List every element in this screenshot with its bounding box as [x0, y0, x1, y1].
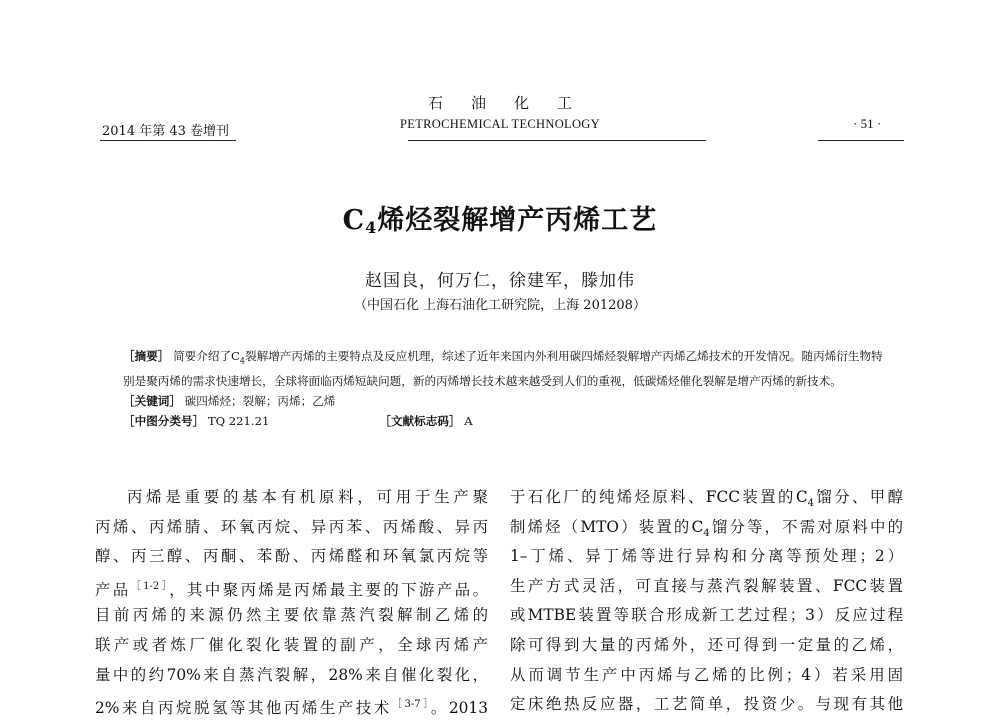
body-column-right — [510, 483, 903, 720]
abstract-block — [123, 346, 883, 431]
body-line: 从而调节生产中丙烯与乙烯的比例；4）若采用固 — [510, 665, 903, 684]
doc-code-label: ［文献标志码］ — [379, 414, 461, 429]
article-affiliation: （中国石化 上海石油化工研究院，上海 201208） — [354, 298, 646, 313]
class-value: TQ 221.21 — [207, 414, 270, 429]
body-line: 2%来自丙烷脱氢等其他丙烯生产技术$^{[3-7]}$。2013 — [95, 699, 488, 718]
body-line: 目前丙烯的来源仍然主要依靠蒸汽裂解制乙烯的 — [95, 606, 488, 625]
journal-name-cn: 石油化工 — [427, 94, 600, 112]
page-number: · 51 · — [853, 116, 882, 131]
doc-code-value: A — [464, 414, 473, 429]
classification-line — [123, 411, 883, 431]
body-line: 量中的约70%来自蒸汽裂解，28%来自催化裂化， — [95, 665, 488, 684]
body-line: 于石化厂的纯烯烃原料、FCC装置的$C_4$馏分、甲醇 — [510, 488, 903, 510]
body-line: 丙烯、丙烯腈、环氧丙烷、异丙苯、丙烯酸、异丙 — [95, 517, 488, 536]
body-line: 或MTBE装置等联合形成新工艺过程；3）反应过程 — [510, 606, 903, 625]
body-line: 制烯烃（MTO）装置的$C_4$馏分等，不需对原料中的 — [510, 517, 903, 539]
body-line: 联产或者炼厂催化裂化装置的副产，全球丙烯产 — [95, 635, 488, 654]
article-title: $C_4$烯烃裂解增产丙烯工艺 — [342, 205, 658, 237]
body-line: 除可得到大量的丙烯外，还可得到一定量的乙烯， — [510, 635, 903, 654]
body-line: 产品$^{[1-2]}$，其中聚丙烯是丙烯最主要的下游产品。 — [95, 580, 488, 599]
abstract-paragraph: ［摘要］ 简要介绍了$C_4$裂解增产丙烯的主要特点及反应机理，综述了近年来国内外利用碳四烯烃裂解增产丙烯乙烯技术的开发情况。随丙烯衍生物特别是聚丙烯的需求快速增长，全球将面临丙烯短缺问题，新的丙烯增长技术越来越受到人们的重视，低碳烯烃催化裂解是增产丙烯的新技术。 — [123, 349, 883, 389]
citation: ［1-2］ — [130, 580, 170, 592]
body-line: 丙烯是重要的基本有机原料，可用于生产聚 — [127, 488, 488, 506]
body-line: 醇、丙三醇、丙酮、苯酚、丙烯醛和环氧氯丙烷等 — [95, 547, 488, 566]
body-line: 生产方式灵活，可直接与蒸汽裂解装置、FCC装置 — [510, 576, 903, 595]
header-rule-right — [818, 140, 904, 141]
keywords: 碳四烯烃；裂解；丙烯；乙烯 — [184, 394, 336, 409]
issue-info: 2014 年第 43 卷增刊 — [102, 124, 230, 139]
article-authors: 赵国良，何万仁，徐建军，滕加伟 — [365, 271, 635, 291]
keywords-line — [123, 391, 883, 411]
header-rule-center — [408, 140, 706, 141]
journal-name-en: PETROCHEMICAL TECHNOLOGY — [400, 117, 600, 131]
citation: ［3-7］ — [391, 699, 431, 711]
body-line: 定床绝热反应器，工艺简单，投资少。与现有其他 — [510, 695, 903, 714]
body-column-left — [95, 483, 488, 720]
abstract-label: ［摘要］ — [123, 349, 170, 363]
header-rule-left — [100, 140, 236, 141]
class-label: ［中图分类号］ — [123, 414, 205, 429]
body-line: 1–丁烯、异丁烯等进行异构和分离等预处理；2） — [510, 547, 903, 566]
keywords-label: ［关键词］ — [123, 394, 181, 409]
